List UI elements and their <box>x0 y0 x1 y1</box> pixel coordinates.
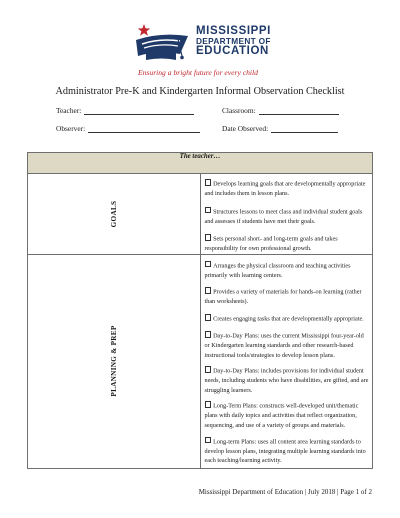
page-footer: Mississippi Department of Education | July 2018 | Page 1 of 2 <box>198 488 372 496</box>
classroom-label: Classroom: <box>222 106 256 115</box>
checklist-item-text: Creates engaging tasks that are developmentally appropriate. <box>213 315 364 323</box>
checklist-item[interactable] <box>205 331 370 360</box>
observer-line <box>88 124 200 133</box>
page-title: Administrator Pre-K and Kindergarten Informal Observation Checklist <box>55 86 345 97</box>
classroom-field[interactable] <box>222 106 339 115</box>
checkbox-icon[interactable] <box>205 179 212 186</box>
agency-line-1: MISSISSIPPI <box>196 25 271 37</box>
observer-label: Observer: <box>56 124 86 133</box>
checkbox-icon[interactable] <box>205 234 212 241</box>
graduation-cap-star-icon <box>130 22 194 70</box>
section-items-goals <box>200 174 373 255</box>
checklist-item-text: Develops learning goals that are developmentally appropriate and includes them in lesson plans. <box>204 180 366 197</box>
checkbox-icon[interactable] <box>205 401 212 408</box>
checkbox-icon[interactable] <box>205 366 212 373</box>
checklist-item[interactable] <box>205 287 370 307</box>
checkbox-icon[interactable] <box>205 314 212 321</box>
section-label-goals: GOALS <box>109 200 118 228</box>
checklist-item-text: Long-Term Plans: constructs well-developed unit/thematic plans with daily topics and activities that reflect organization, sequencing, and use of a variety of groups and materials. <box>204 402 359 429</box>
section-label-cell-goals <box>28 174 201 255</box>
checklist-item-text: Long-term Plans: uses all content area learning standards to develop lesson plans, integrating multiple learning standards into each teaching/learning activity. <box>204 437 366 465</box>
teacher-label: Teacher: <box>56 106 82 115</box>
teacher-line <box>84 106 194 115</box>
section-row-planning <box>28 254 373 468</box>
observation-checklist-table <box>27 152 373 469</box>
checkbox-icon[interactable] <box>205 261 212 268</box>
mde-logo <box>0 22 400 82</box>
checklist-item[interactable] <box>205 401 370 430</box>
classroom-line <box>259 106 339 115</box>
checkbox-icon[interactable] <box>205 437 212 444</box>
agency-line-2: DEPARTMENT OF <box>196 36 271 46</box>
checklist-item[interactable] <box>205 234 370 254</box>
checklist-item-text: Structures lessons to meet class and individual student goals and assesses if students have met their goals. <box>204 208 363 225</box>
table-header: The teacher… <box>28 153 373 174</box>
date-observed-line <box>271 124 338 133</box>
checklist-item-text: Sets personal short- and long-term goals and takes responsibility for own professional growth. <box>204 235 338 253</box>
checklist-item[interactable] <box>205 261 370 281</box>
date-observed-field[interactable] <box>222 124 338 133</box>
teacher-field[interactable] <box>56 106 194 115</box>
checklist-item[interactable] <box>205 207 370 227</box>
agency-tagline: Ensuring a bright future for every child <box>138 68 258 77</box>
checklist-item-text: Day-to-Day Plans: includes provisions for individual student needs, including students who have disabilities, are gifted, and are struggling learners. <box>204 367 369 394</box>
checklist-item-text: Provides a variety of materials for hands-on learning (rather than worksheets). <box>204 288 362 306</box>
checklist-item[interactable] <box>205 437 370 466</box>
section-label-planning: PLANNING & PREP <box>109 325 118 397</box>
checklist-item-text: Arranges the physical classroom and teaching activities primarily with learning centers. <box>204 262 351 279</box>
section-label-cell-planning <box>28 254 201 468</box>
checklist-item[interactable] <box>205 366 370 395</box>
section-items-planning <box>200 254 373 468</box>
checkbox-icon[interactable] <box>205 331 212 338</box>
checklist-item[interactable] <box>205 314 370 324</box>
observer-field[interactable] <box>56 124 200 133</box>
checklist-item-text: Day-to-Day Plans: uses the current Mississippi four-year-old or Kindergarten learning standards and other research-based instructional tools/strategies to develop lesson plans. <box>204 332 364 359</box>
checkbox-icon[interactable] <box>205 207 212 214</box>
checklist-item[interactable] <box>205 179 370 199</box>
agency-name <box>196 26 271 56</box>
section-row-goals <box>28 174 373 255</box>
table-header-row <box>28 153 373 174</box>
checkbox-icon[interactable] <box>205 287 212 294</box>
agency-line-3: EDUCATION <box>196 45 269 57</box>
date-observed-label: Date Observed: <box>222 124 269 133</box>
